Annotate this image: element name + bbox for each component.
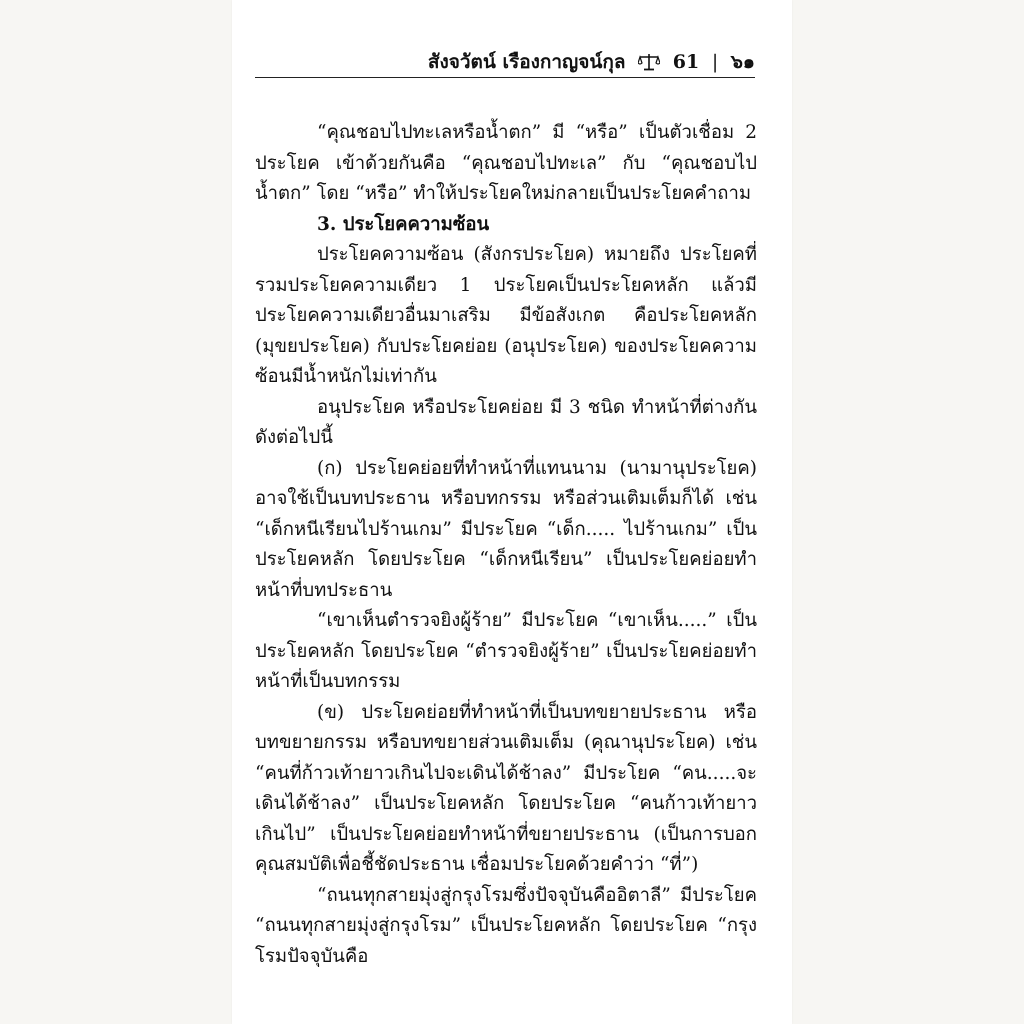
- paragraph: “เขาเห็นตำรวจยิงผู้ร้าย” มีประโยค “เขาเห็น.....” เป็นประโยคหลัก โดยประโยค “ตำรวจยิงผู้ร้าย” เป็นประโยคย่อยทำหน้าที่เป็นบทกรรม: [255, 610, 757, 692]
- running-header: [255, 50, 755, 74]
- paragraph: (ข) ประโยคย่อยที่ทำหน้าที่เป็นบทขยายประธาน หรือบทขยายกรรม หรือบทขยายส่วนเติมเต็ม (คุณานุประโยค) เช่น “คนที่ก้าวเท้ายาวเกินไปจะเดินได้ช้าลง” มีประโยค “คน.....จะเดินได้ช้าลง” เป็นประโยคหลัก โดยประโยค “คนก้าวเท้ายาวเกินไป” เป็นประโยคย่อยทำหน้าที่ขยายประธาน (เป็นการบอกคุณสมบัติเพื่อชี้ชัดประธาน เชื่อมประโยคด้วยคำว่า “ที่”): [255, 701, 757, 875]
- header-page-number-thai: ๖๑: [730, 51, 755, 73]
- paragraph: “ถนนทุกสายมุ่งสู่กรุงโรมซึ่งปัจจุบันคืออิตาลี” มีประโยค “ถนนทุกสายมุ่งสู่กรุงโรม” เป็นประโยคหลัก โดยประโยค “กรุงโรมปัจจุบันคือ: [255, 884, 757, 967]
- header-separator: |: [711, 51, 719, 73]
- paragraph: อนุประโยค หรือประโยคย่อย มี 3 ชนิด ทำหน้าที่ต่างกันดังต่อไปนี้: [255, 396, 757, 448]
- header-author: สังจวัตน์ เรืองกาญจน์กุล: [427, 51, 626, 73]
- paragraph: ประโยคความซ้อน (สังกรประโยค) หมายถึง ประโยคที่รวมประโยคความเดียว 1 ประโยคเป็นประโยคหลัก แล้วมีประโยคความเดียวอื่นมาเสริม มีข้อสังเกต คือประโยคหลัก (มุขยประโยค) กับประโยคย่อย (อนุประโยค) ของประโยคความซ้อนมีน้ำหนักไม่เท่ากัน: [255, 244, 757, 387]
- paragraph: (ก) ประโยคย่อยที่ทำหน้าที่แทนนาม (นามานุประโยค) อาจใช้เป็นบทประธาน หรือบทกรรม หรือส่วนเติมเต็มก็ได้ เช่น “เด็กหนีเรียนไปร้านเกม” มีประโยค “เด็ก..... ไปร้านเกม” เป็นประโยคหลัก โดยประโยค “เด็กหนีเรียน” เป็นประโยคย่อยทำหน้าที่บทประธาน: [255, 457, 757, 601]
- section-heading: 3. ประโยคความซ้อน: [317, 213, 490, 235]
- header-page-number: 61: [672, 51, 700, 73]
- paragraph: “คุณชอบไปทะเลหรือน้ำตก” มี “หรือ” เป็นตัวเชื่อม 2 ประโยค เข้าด้วยกันคือ “คุณชอบไปทะเล” กับ “คุณชอบไปน้ำตก” โดย “หรือ” ทำให้ประโยคใหม่กลายเป็นประโยคคำถาม: [255, 122, 757, 204]
- scale-of-justice-icon: [638, 53, 660, 71]
- header-rule: [255, 77, 755, 78]
- page-body: [255, 118, 757, 972]
